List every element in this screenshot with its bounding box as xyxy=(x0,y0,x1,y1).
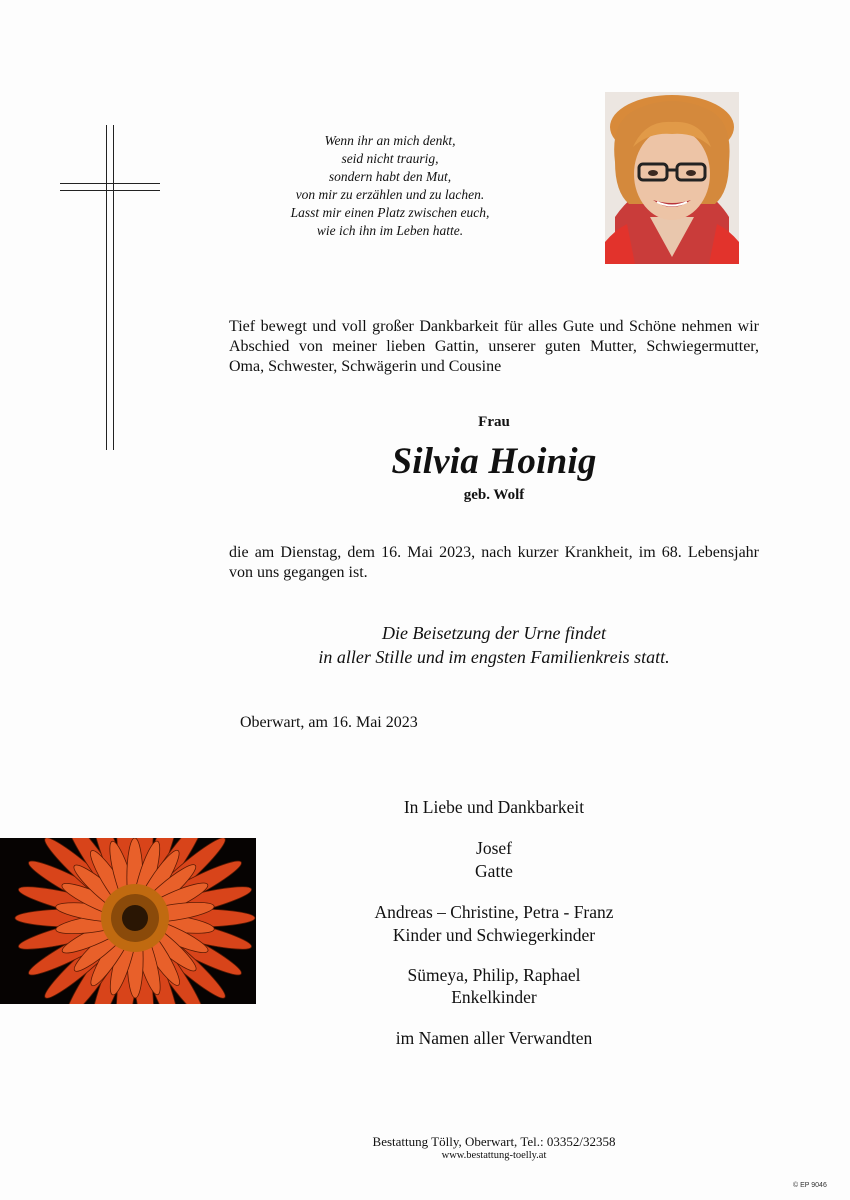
poem-line: seid nicht traurig, xyxy=(341,151,439,166)
intro-line: Oma, Schwester, Schwägerin und Cousine xyxy=(229,358,502,375)
poem-line: wie ich ihn im Leben hatte. xyxy=(316,223,464,238)
intro-line: Abschied von meiner lieben Gattin, unserer guten Mutter, Schwiegermutter, xyxy=(229,338,759,355)
burial-line: in aller Stille und im engsten Familienkreis statt. xyxy=(318,647,670,667)
flower-image xyxy=(0,838,256,1004)
poem-line: Wenn ihr an mich denkt, xyxy=(324,133,456,148)
intro-paragraph xyxy=(229,317,759,377)
mourners-closing: im Namen aller Verwandten xyxy=(395,1028,593,1048)
poem-line: von mir zu erzählen und zu lachen. xyxy=(295,187,485,202)
mourner-names: Sümeya, Philip, Raphael xyxy=(407,965,581,985)
poem-line: Lasst mir einen Platz zwischen euch, xyxy=(290,205,490,220)
maiden-name: geb. Wolf xyxy=(463,487,525,503)
poem-line: sondern habt den Mut, xyxy=(328,169,452,184)
mourners-heading: In Liebe und Dankbarkeit xyxy=(403,797,585,817)
death-notice-line: von uns gegangen ist. xyxy=(229,564,368,581)
death-notice xyxy=(229,543,759,583)
deceased-title: Frau xyxy=(478,414,510,430)
print-code: © EP 9046 xyxy=(793,1182,827,1189)
mourner-names: Josef xyxy=(476,838,512,858)
portrait-photo xyxy=(605,92,739,264)
poem xyxy=(230,132,550,240)
burial-line: Die Beisetzung der Urne findet xyxy=(382,623,606,643)
burial-notice xyxy=(230,621,758,669)
mourner-names: Andreas – Christine, Petra - Franz xyxy=(374,902,614,922)
mourner-relation: Kinder und Schwiegerkinder xyxy=(392,925,596,945)
place-date: Oberwart, am 16. Mai 2023 xyxy=(240,714,418,731)
footer xyxy=(230,1134,758,1161)
funeral-home: Bestattung Tölly, Oberwart, Tel.: 03352/32358 xyxy=(372,1134,616,1149)
funeral-home-website: www.bestattung-toelly.at xyxy=(441,1150,547,1161)
mourner-relation: Enkelkinder xyxy=(451,987,537,1007)
intro-line: Tief bewegt und voll großer Dankbarkeit für alles Gute und Schöne nehmen wir xyxy=(229,318,759,335)
death-notice-line: die am Dienstag, dem 16. Mai 2023, nach kurzer Krankheit, im 68. Lebensjahr xyxy=(229,544,759,561)
deceased-name: Silvia Hoinig xyxy=(391,441,597,482)
mourner-relation: Gatte xyxy=(475,861,513,881)
